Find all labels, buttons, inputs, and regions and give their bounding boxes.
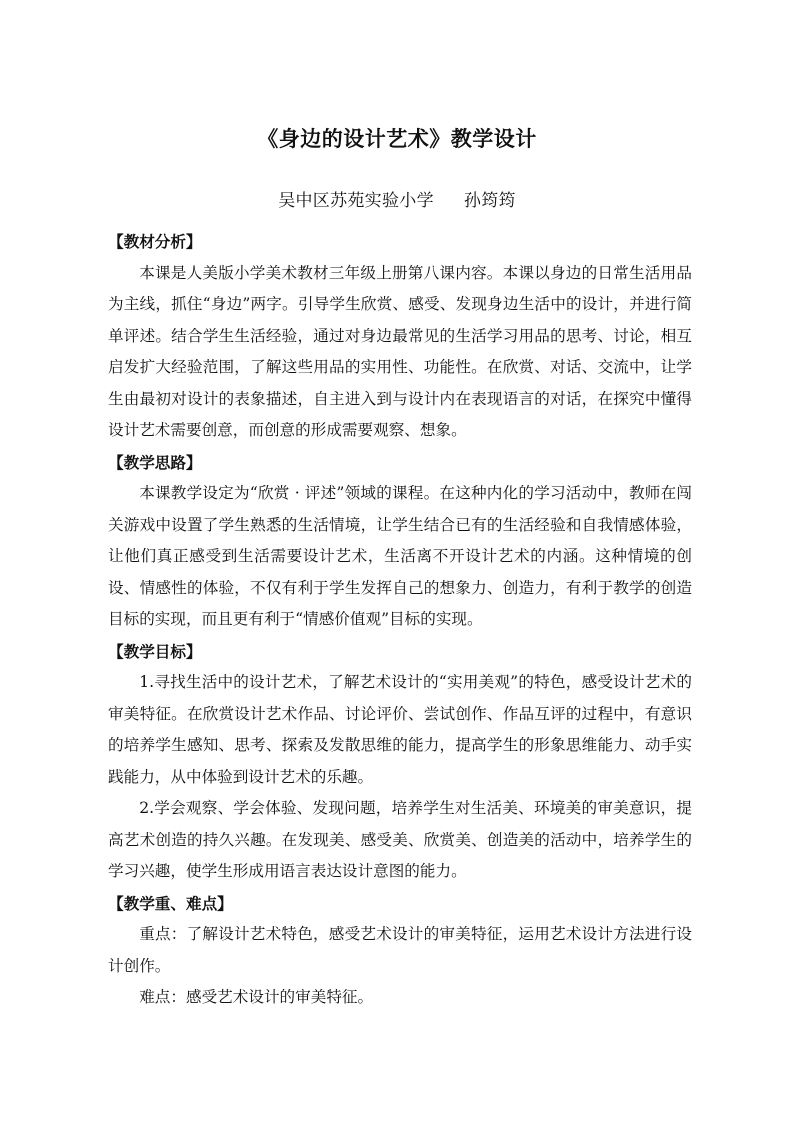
keypoints-paragraph-focus: 重点：了解设计艺术特色，感受艺术设计的审美特征，运用艺术设计方法进行设计创作。: [108, 925, 692, 975]
author-name: 孙筠筠: [463, 191, 516, 211]
document-title: 《身边的设计艺术》教学设计: [257, 126, 537, 151]
school-name: 吴中区苏苑实验小学: [278, 191, 434, 211]
goals-paragraph-1: 1.寻找生活中的设计艺术，了解艺术设计的“实用美观”的特色，感受设计艺术的审美特征。在欣赏设计艺术作品、讨论评价、尝试创作、作品互评的过程中，有意识的培养学生感知、思考、探索及发散思维的能力，提高学生的形象思维能力、动手实践能力，从中体验到设计艺术的乐趣。: [108, 673, 692, 786]
document-byline: [0, 186, 794, 216]
section-heading-keypoints: 【教学重、难点】: [108, 893, 233, 913]
approach-paragraph: 本课教学设定为“欣赏 · 评述”领域的课程。在这种内化的学习活动中，教师在闯关游戏中设置了学生熟悉的生活情境，让学生结合已有的生活经验和自我情感体验，让他们真正感受到生活需要设计艺术，生活离不开设计艺术的内涵。这种情境的创设、情感性的体验，不仅有利于学生发挥自己的想象力、创造力，有利于教学的创造目标的实现，而且更有利于“情感价值观”目标的实现。: [108, 484, 692, 628]
section-heading-goals: 【教学目标】: [108, 641, 202, 661]
section-heading-approach: 【教学思路】: [108, 452, 202, 472]
goals-paragraph-2: 2.学会观察、学会体验、发现问题，培养学生对生活美、环境美的审美意识，提高艺术创造的持久兴趣。在发现美、感受美、欣赏美、创造美的活动中，培养学生的学习兴趣，使学生形成用语言表达设计意图的能力。: [108, 799, 692, 880]
document-body: [108, 226, 692, 1014]
material-paragraph: 本课是人美版小学美术教材三年级上册第八课内容。本课以身边的日常生活用品为主线，抓住“身边”两字。引导学生欣赏、感受、发现身边生活中的设计，并进行简单评述。结合学生生活经验，通过对身边最常见的生活学习用品的思考、讨论，相互启发扩大经验范围，了解这些用品的实用性、功能性。在欣赏、对话、交流中，让学生由最初对设计的表象描述，自主进入到与设计内在表现语言的对话，在探究中懂得设计艺术需要创意，而创意的形成需要观察、想象。: [108, 263, 692, 439]
section-heading-material: 【教材分析】: [108, 232, 202, 251]
keypoints-paragraph-difficulty: 难点：感受艺术设计的审美特征。: [139, 988, 374, 1006]
